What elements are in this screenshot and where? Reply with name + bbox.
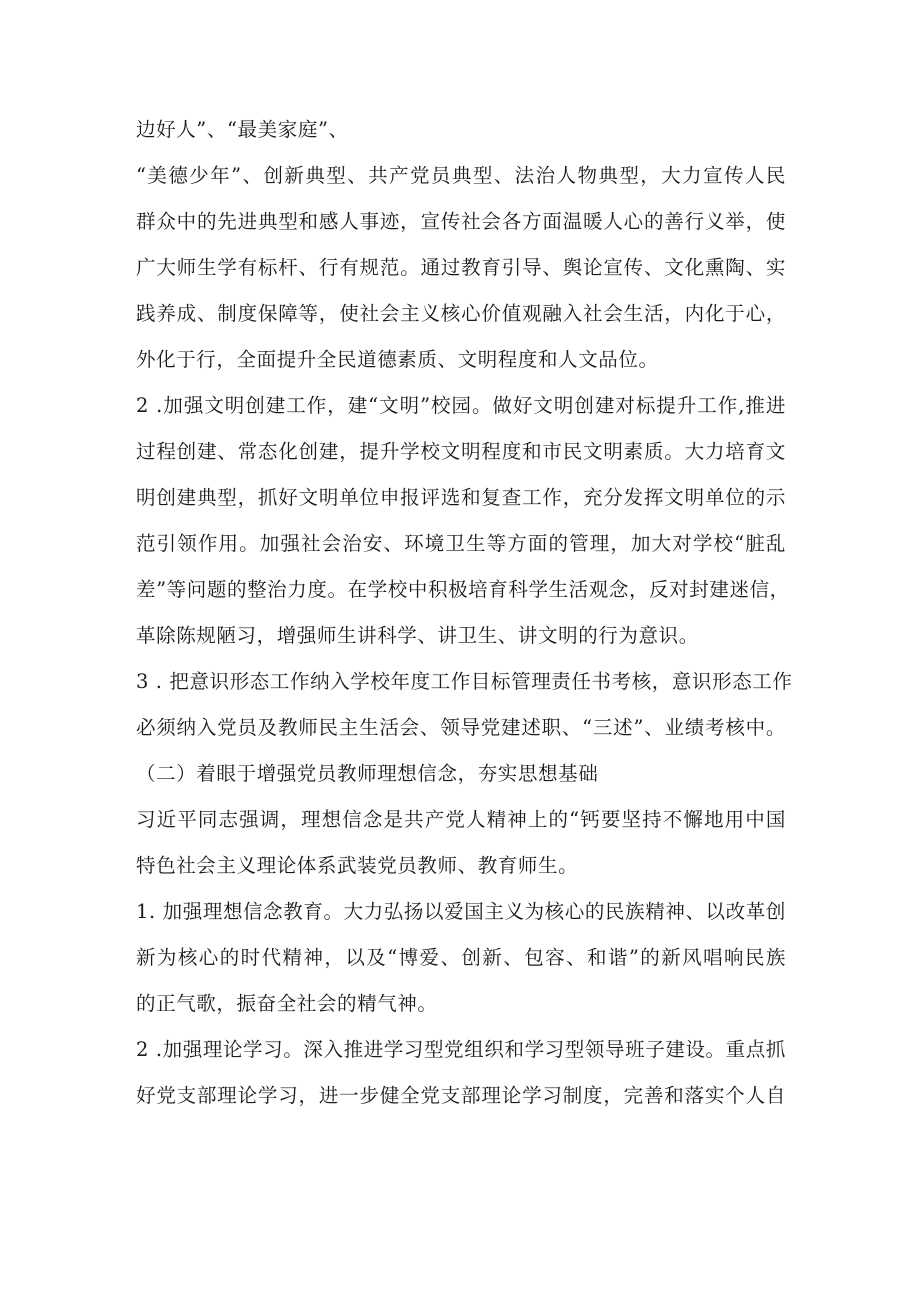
text-line-3: 群众中的先进典型和感人事迹，宣传社会各方面温暖人心的善行义举，使 xyxy=(136,210,786,233)
text-line-10: 范引领作用。加强社会治安、环境卫生等方面的管理，加大对学校“脏乱 xyxy=(136,532,786,555)
text-line-12: 革除陈规陋习，增强师生讲科学、讲卫生、讲文明的行为意识。 xyxy=(136,624,699,647)
text-line-22: 好党支部理论学习，进一步健全党支部理论学习制度，完善和落实个人自 xyxy=(136,1084,786,1107)
text-line-6: 外化于行，全面提升全民道德素质、文明程度和人文品位。 xyxy=(136,348,659,371)
text-line-9: 明创建典型，抓好文明单位申报评选和复查工作，充分发挥文明单位的示 xyxy=(136,486,786,509)
text-line-21: 2 .加强理论学习。深入推进学习型党组织和学习型领导班子建设。重点抓 xyxy=(136,1038,786,1061)
text-line-2: “美德少年”、创新典型、共产党员典型、法治人物典型，大力宣传人民 xyxy=(136,164,786,187)
text-line-7: 2 .加强文明创建工作，建“文明”校园。做好文明创建对标提升工作,推进 xyxy=(136,394,786,417)
text-line-18: 1. 加强理想信念教育。大力弘扬以爱国主义为核心的民族精神、以改革创 xyxy=(136,900,786,923)
text-line-11: 差”等问题的整治力度。在学校中积极培育科学生活观念，反对封建迷信， xyxy=(136,578,790,601)
text-line-13: 3 . 把意识形态工作纳入学校年度工作目标管理责任书考核，意识形态工作 xyxy=(136,670,793,693)
text-line-4: 广大师生学有标杆、行有规范。通过教育引导、舆论宣传、文化熏陶、实 xyxy=(136,256,786,279)
section-heading: （二）着眼于增强党员教师理想信念，夯实思想基础 xyxy=(136,762,599,785)
text-line-20: 的正气歌，振奋全社会的精气神。 xyxy=(136,992,438,1015)
text-line-8: 过程创建、常态化创建，提升学校文明程度和市民文明素质。大力培育文 xyxy=(136,440,786,463)
text-line-17: 特色社会主义理论体系武装党员教师、教育师生。 xyxy=(136,854,579,877)
text-line-5: 践养成、制度保障等，使社会主义核心价值观融入社会生活，内化于心， xyxy=(136,302,786,325)
text-line-19: 新为核心的时代精神，以及“博爱、创新、包容、和谐”的新风唱响民族 xyxy=(136,946,786,969)
text-line-16: 习近平同志强调，理想信念是共产党人精神上的“钙要坚持不懈地用中国 xyxy=(136,808,786,831)
text-line-1: 边好人”、“最美家庭”、 xyxy=(136,118,349,141)
text-line-14: 必须纳入党员及教师民主生活会、领导党建述职、“三述”、业绩考核中。 xyxy=(136,716,786,739)
